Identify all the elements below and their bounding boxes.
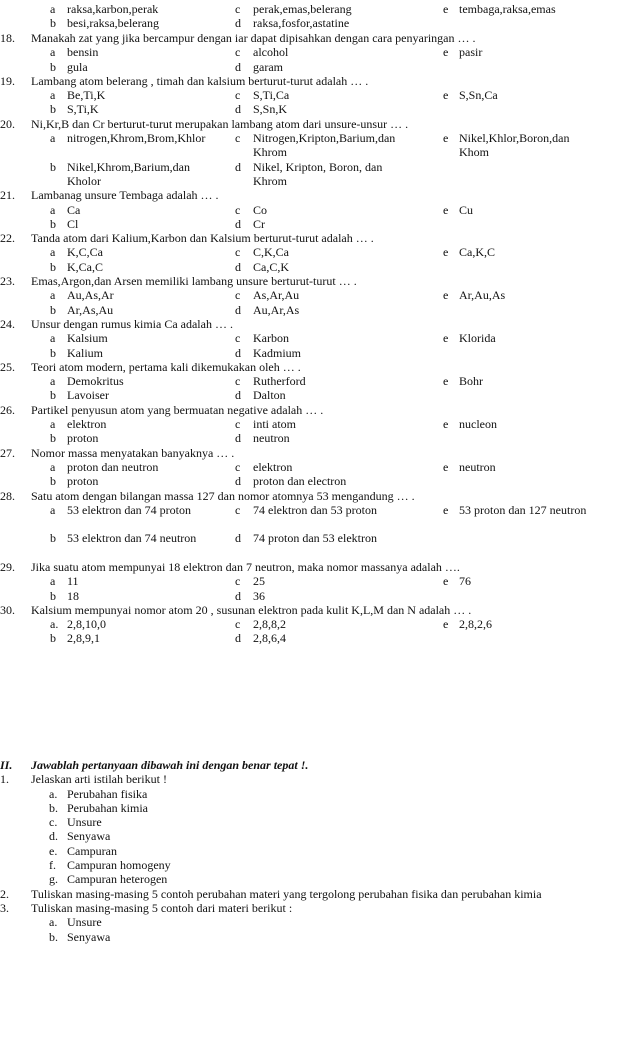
option-text: C,K,Ca [253, 245, 289, 260]
question-18 [0, 31, 638, 74]
option-letter: e [443, 245, 449, 260]
previous-question-options [0, 2, 638, 31]
question-number: 23. [0, 274, 15, 289]
option-text: Karbon [253, 331, 289, 346]
question-23 [0, 274, 638, 317]
essay-subitem-letter: g. [49, 872, 58, 887]
option-text: elektron [67, 417, 107, 432]
option-letter: b [50, 302, 56, 317]
option-text: Kalium [67, 345, 103, 360]
option-letter: c [235, 574, 241, 589]
option-row [0, 160, 638, 189]
option-text: 2,8,8,2 [253, 617, 286, 632]
section-number: II. [0, 758, 13, 772]
option-letter: c [235, 331, 241, 346]
question-text [0, 231, 638, 245]
option-row [0, 102, 638, 116]
option-text: Ca,K,C [459, 245, 495, 260]
option-text: Au,Ar,As [253, 302, 300, 317]
essay-item-list [0, 772, 638, 944]
option-text: gula [67, 59, 88, 74]
option-letter: d [235, 531, 241, 546]
option-text: Kadmium [253, 345, 301, 360]
option-text: S,Ti,Ca [253, 88, 290, 103]
option-letter: a [50, 331, 56, 346]
essay-subitem-text: Unsure [67, 915, 102, 930]
option-row [0, 574, 638, 588]
essay-subitem-text: Campuran heterogen [67, 872, 168, 887]
question-prompt: Emas,Argon,dan Arsen memiliki lambang unsure berturut-turut … . [31, 274, 357, 289]
essay-subitem [0, 930, 638, 944]
question-prompt: Ni,Kr,B dan Cr berturut-turut merupakan lambang atom dari unsure-unsur … . [31, 116, 409, 131]
option-letter: d [235, 431, 241, 446]
option-row [0, 217, 638, 231]
option-letter: b [50, 259, 56, 274]
option-text: Be,Ti,K [67, 88, 106, 103]
option-row [0, 431, 638, 445]
question-25 [0, 360, 638, 403]
question-prompt: Teori atom modern, pertama kali dikemukakan oleh … . [31, 359, 301, 374]
option-letter: d [235, 102, 241, 117]
option-text: Nikel,Khrom,Barium,dan Kholor [67, 159, 190, 188]
essay-subitem-letter: e. [49, 843, 58, 858]
option-text: S,Sn,K [253, 102, 288, 117]
essay-subitem-text: Senyawa [67, 929, 111, 944]
question-prompt: Manakah zat yang jika bercampur dengan iar dapat dipisahkan dengan cara penyaringan … . [31, 31, 476, 45]
option-row [0, 617, 638, 631]
essay-item-number: 1. [0, 772, 9, 787]
option-text: neutron [253, 431, 290, 446]
option-text: elektron [253, 459, 293, 474]
option-letter: c [235, 88, 241, 103]
option-text: Rutherford [253, 374, 306, 389]
essay-subitem-letter: a. [49, 786, 58, 801]
option-text: neutron [459, 459, 496, 474]
question-prompt: Nomor massa menyatakan banyaknya … . [31, 445, 235, 460]
option-letter: d [235, 259, 241, 274]
option-row [0, 131, 638, 160]
option-text: 2,8,2,6 [459, 617, 492, 632]
essay-subitem-text: Campuran homogeny [67, 858, 171, 873]
essay-item-number: 2. [0, 886, 9, 901]
option-letter: b [50, 588, 56, 603]
option-letter: d [235, 588, 241, 603]
essay-item-3 [0, 901, 638, 915]
option-text: 76 [459, 574, 471, 589]
essay-item-2 [0, 887, 638, 901]
option-text: Co [253, 202, 268, 217]
option-letter: d [235, 159, 241, 174]
essay-subitem-text: Campuran [67, 843, 117, 858]
essay-subitem-text: Perubahan fisika [67, 786, 148, 801]
option-row: a raksa,karbon,perak c perak,emas,belerang e tembaga,raksa,emas [50, 2, 556, 16]
question-26 [0, 403, 638, 446]
question-text [0, 403, 638, 417]
option-text: nucleon [459, 417, 497, 432]
option-letter: d [235, 302, 241, 317]
option-row [0, 589, 638, 603]
option-letter: d [235, 216, 241, 231]
question-24 [0, 317, 638, 360]
option-text: K,Ca,C [67, 259, 103, 274]
option-letter: d [235, 631, 241, 646]
option-row [0, 374, 638, 388]
option-letter: e [443, 459, 449, 474]
option-text: Nitrogen,Kripton,Barium,dan Khrom [253, 131, 396, 160]
question-number: 20. [0, 116, 15, 131]
question-text [0, 117, 638, 131]
option-text: 53 elektron dan 74 neutron [67, 531, 197, 546]
question-prompt: Kalsium mempunyai nomor atom 20 , susunan elektron pada kulit K,L,M dan N adalah … . [31, 602, 472, 617]
essay-item-number: 3. [0, 900, 9, 915]
essay-subitem [0, 872, 638, 886]
option-letter: b [50, 216, 56, 231]
question-text [0, 360, 638, 374]
option-row [0, 245, 638, 259]
option-text: 74 elektron dan 53 proton [253, 502, 377, 517]
question-19 [0, 74, 638, 117]
question-21 [0, 188, 638, 231]
option-text: Cl [67, 216, 79, 231]
option-letter: e [443, 202, 449, 217]
option-text: 25 [253, 574, 265, 589]
option-letter: a [50, 374, 56, 389]
option-letter: d [235, 59, 241, 74]
essay-subitem-text: Perubahan kimia [67, 800, 148, 815]
question-text [0, 446, 638, 460]
question-prompt: Tanda atom dari Kalium,Karbon dan Kalsium berturut-turut adalah … . [31, 231, 374, 246]
option-text: 53 elektron dan 74 proton [67, 502, 191, 517]
option-row [0, 288, 638, 302]
option-text: proton dan electron [253, 474, 347, 489]
option-letter: a [50, 245, 56, 260]
option-text: S,Sn,Ca [459, 88, 498, 103]
question-text [0, 603, 638, 617]
option-letter: a [50, 459, 56, 474]
option-row [0, 503, 638, 532]
question-text [0, 274, 638, 288]
option-letter: a [50, 502, 56, 517]
option-text: As,Ar,Au [253, 288, 300, 303]
option-letter: a [50, 45, 56, 60]
option-row [0, 417, 638, 431]
question-text [0, 74, 638, 88]
option-text: Au,As,Ar [67, 288, 114, 303]
option-letter: d [235, 388, 241, 403]
question-prompt: Lambang atom belerang , timah dan kalsium berturut-turut adalah … . [31, 73, 369, 88]
option-letter: e [443, 88, 449, 103]
option-text: alcohol [253, 45, 289, 60]
option-row [0, 474, 638, 488]
option-row: b besi,raksa,belerang d raksa,fosfor,astatine [50, 16, 350, 31]
question-number: 26. [0, 402, 15, 417]
option-row [0, 203, 638, 217]
option-letter: a [50, 288, 56, 303]
option-text: Ca [67, 202, 81, 217]
option-letter: a [50, 88, 56, 103]
option-letter: e [443, 131, 449, 146]
option-letter: d [235, 345, 241, 360]
option-letter: e [443, 617, 449, 632]
essay-item-1 [0, 772, 638, 786]
essay-item-text: Tuliskan masing-masing 5 contoh dari materi berikut : [31, 900, 293, 915]
option-letter: b [50, 102, 56, 117]
option-text: Nikel,Khlor,Boron,dan Khom [459, 131, 570, 160]
option-text: 74 proton dan 53 elektron [253, 531, 377, 546]
option-letter: b [50, 345, 56, 360]
option-letter: c [235, 374, 241, 389]
question-number: 28. [0, 488, 15, 503]
question-text [0, 489, 638, 503]
question-text [0, 31, 638, 45]
option-letter: e [443, 288, 449, 303]
option-text: Nikel, Kripton, Boron, dan Khrom [253, 159, 383, 188]
option-text: S,Ti,K [67, 102, 99, 117]
question-number: 22. [0, 231, 15, 246]
option-letter: c [235, 502, 241, 517]
essay-subitem [0, 815, 638, 829]
question-prompt: Lambanag unsure Tembaga adalah … . [31, 188, 219, 203]
question-number: 18. [0, 31, 15, 45]
question-number: 30. [0, 602, 15, 617]
option-letter: b [50, 474, 56, 489]
option-text: Ar,Au,As [459, 288, 506, 303]
question-number: 25. [0, 359, 15, 374]
essay-subitem-letter: f. [49, 858, 56, 873]
option-row [0, 303, 638, 317]
option-text: inti atom [253, 417, 296, 432]
essay-subitem [0, 801, 638, 815]
option-row [0, 331, 638, 345]
option-text: Dalton [253, 388, 286, 403]
question-number: 19. [0, 73, 15, 88]
option-letter: d [235, 474, 241, 489]
option-text: pasir [459, 45, 483, 60]
question-number: 24. [0, 316, 15, 331]
option-row [0, 346, 638, 360]
option-row [0, 88, 638, 102]
option-text: Lavoiser [67, 388, 109, 403]
essay-subitem-text: Senyawa [67, 829, 111, 844]
option-text: 2,8,10,0 [67, 617, 106, 632]
option-text: Demokritus [67, 374, 124, 389]
option-letter: c [235, 131, 241, 146]
question-prompt: Partikel penyusun atom yang bermuatan negative adalah … . [31, 402, 324, 417]
option-row [0, 631, 638, 645]
option-text: Cu [459, 202, 474, 217]
question-20 [0, 117, 638, 188]
section-title [0, 758, 638, 772]
essay-subitem-letter: d. [49, 829, 58, 844]
option-letter: b [50, 159, 56, 174]
option-text: Cr [253, 216, 265, 231]
option-letter: c [235, 202, 241, 217]
option-row [0, 460, 638, 474]
option-letter: a [50, 202, 56, 217]
option-text: 2,8,6,4 [253, 631, 286, 646]
option-text: Kalsium [67, 331, 108, 346]
option-text: proton [67, 431, 99, 446]
question-28 [0, 489, 638, 560]
option-letter: b [50, 59, 56, 74]
option-text: Ca,C,K [253, 259, 289, 274]
option-letter: c [235, 45, 241, 60]
option-letter: e [443, 45, 449, 60]
question-29 [0, 560, 638, 603]
option-letter: b [50, 431, 56, 446]
essay-item-text: Jelaskan arti istilah berikut ! [31, 772, 167, 787]
option-letter: c [235, 245, 241, 260]
option-letter: c [235, 459, 241, 474]
section-title-text: Jawablah pertanyaan dibawah ini dengan benar tepat !. [31, 758, 309, 772]
option-text: nitrogen,Khrom,Brom,Khlor [67, 131, 206, 146]
essay-subitem-letter: b. [49, 929, 58, 944]
essay-section [0, 758, 638, 944]
option-row [0, 388, 638, 402]
option-letter: a [50, 417, 56, 432]
option-letter: b [50, 531, 56, 546]
essay-subitem [0, 844, 638, 858]
option-text: 36 [253, 588, 265, 603]
multiple-choice-list [0, 31, 638, 646]
option-letter: e [443, 331, 449, 346]
option-letter: e [443, 374, 449, 389]
option-letter: a [50, 131, 56, 146]
option-letter: a. [50, 617, 59, 632]
option-row [0, 260, 638, 274]
option-letter: c [235, 617, 241, 632]
question-number: 21. [0, 188, 15, 203]
option-text: proton [67, 474, 99, 489]
option-text: 11 [67, 574, 79, 589]
question-prompt: Unsur dengan rumus kimia Ca adalah … . [31, 316, 233, 331]
essay-subitem-letter: c. [49, 815, 58, 830]
option-row [0, 60, 638, 74]
essay-subitem-letter: a. [49, 915, 58, 930]
question-text [0, 188, 638, 202]
question-prompt: Jika suatu atom mempunyai 18 elektron dan 7 neutron, maka nomor massanya adalah …. [31, 559, 460, 574]
option-text: Ar,As,Au [67, 302, 114, 317]
option-text: bensin [67, 45, 99, 60]
option-letter: e [443, 417, 449, 432]
essay-subitem [0, 829, 638, 843]
question-number: 27. [0, 445, 15, 460]
question-22 [0, 231, 638, 274]
option-text: Bohr [459, 374, 483, 389]
essay-subitem-letter: b. [49, 800, 58, 815]
question-text [0, 560, 638, 574]
option-letter: c [235, 288, 241, 303]
essay-subitem [0, 858, 638, 872]
essay-subitem [0, 787, 638, 801]
question-prompt: Satu atom dengan bilangan massa 127 dan nomor atomnya 53 mengandung … . [31, 488, 415, 503]
option-text: 18 [67, 588, 79, 603]
question-text [0, 317, 638, 331]
essay-subitem-text: Unsure [67, 815, 102, 830]
question-number: 29. [0, 559, 15, 574]
option-letter: a [50, 574, 56, 589]
question-30 [0, 603, 638, 646]
option-text: Klorida [459, 331, 496, 346]
question-27 [0, 446, 638, 489]
option-text: proton dan neutron [67, 459, 159, 474]
essay-subitem [0, 915, 638, 929]
option-letter: b [50, 388, 56, 403]
option-row [0, 531, 638, 560]
option-row [0, 45, 638, 59]
option-letter: b [50, 631, 56, 646]
essay-item-text: Tuliskan masing-masing 5 contoh perubahan materi yang tergolong perubahan fisika dan perubahan kimia [31, 886, 542, 901]
option-letter: e [443, 574, 449, 589]
option-text: 53 proton dan 127 neutron [459, 502, 587, 517]
option-letter: e [443, 502, 449, 517]
option-text: K,C,Ca [67, 245, 103, 260]
option-text: 2,8,9,1 [67, 631, 100, 646]
option-text: garam [253, 59, 283, 74]
option-letter: c [235, 417, 241, 432]
